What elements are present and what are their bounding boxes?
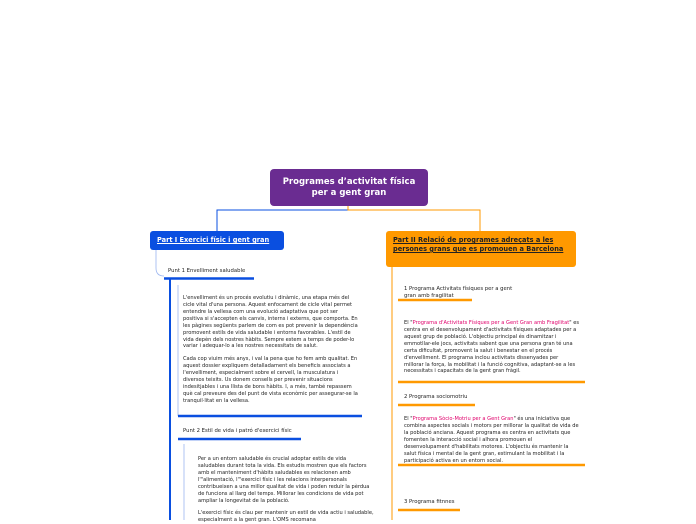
note-estil-de-vida-para-2: L'exercici físic és clau per mantenir un estil de vida actiu i saludable, especialment a la gent gran. L'OMS recomana (198, 510, 374, 524)
central-topic[interactable] (270, 169, 428, 206)
note-activitats-fragilitat-post: " es centra en el desenvolupament d'activitats físiques adaptades per a aquest grup de població. L'objectiu principal és dinamitzar i emmotllar-ele jocs, activitats sabent que una persona gran té una certa dificultat, promovent la salut i benestar en el procés d'envelliment. El programa inclou activitats dissenyades per millorar la força, la mobilitat i la funció cognitiva, adaptant-se a les necessitats i capacitats de la gent gran fràgil. (404, 320, 579, 375)
note-activitats-fragilitat-text (404, 320, 579, 375)
subtopic-estil-de-vida-label: Punt 2 Estil de vida i patró d'exercici físic (183, 428, 292, 434)
note-sociomotriu-highlight: Programa Sòcio-Motriu per a Gent Gran (412, 416, 514, 422)
main-topic-programes-barcelona-title: Part II Relació de programes adreçats a les persones grans que es promouen a Barcelona (393, 236, 564, 253)
note-sociomotriu[interactable] (404, 416, 579, 464)
main-topic-exercici-fisic-title: Part I Exercici físic i gent gran (157, 236, 270, 244)
subtopic-envelliment-saludable-label: Punt 1 Envelliment saludable (168, 268, 246, 274)
note-estil-de-vida[interactable] (198, 456, 374, 524)
note-envelliment-para-2: Cada cop viuim més anys, i val la pena que ho fem amb qualitat. En aquest dossier expliquem detalladament els beneficis associats a l'envelliment, especialment sobre el cervell, la musculatura i diversos teixits. Us donem consells per prevenir situacions indesitjables i una llista de bons hàbits. I, a més, també repassem què cal preveure des del punt de vista econòmic per assegurar-se la tranquil·litat en la vellesa. (183, 356, 358, 404)
subtopic-estil-de-vida[interactable] (183, 428, 323, 435)
note-estil-de-vida-para-1: Per a un entorn saludable és crucial adoptar estils de vida saludables durant tota la vida. Els estudis mostren que els factors amb el manteniment d'hàbits saludables es relacionen amb l'"alimentació, l'"exercici físic i les relacions interpersonals contribueixen a una millor qualitat de vida i poden reduir la pèrdua de funcions al llarg del temps. Millorar les condicions de vida pot ampliar la longevitat de la població. (198, 456, 370, 504)
subtopic-fitnnes[interactable] (404, 499, 484, 506)
note-activitats-fragilitat[interactable] (404, 320, 579, 375)
note-envelliment[interactable] (183, 295, 359, 405)
subtopic-envelliment-saludable[interactable] (168, 268, 268, 275)
subtopic-activitats-fragilitat[interactable] (404, 286, 526, 300)
subtopic-fitnnes-label: 3 Programa fitnnes (404, 499, 455, 505)
note-sociomotriu-text (404, 416, 579, 464)
note-envelliment-para-1: L'envelliment és un procés evolutiu i dinàmic, una etapa més del cicle vital d'una persona. Aquest enfocament de cicle vital permet entendre la vellesa com una evolució adaptativa que pot ser positiva si s'accepten els canvis, interns i externs, que comporta. En les pàgines següents parlem de com es pot prevenir la dependència promovent estils de vida saludable i entorns favorables. L'estil de vida depèn dels nostres hàbits. Sempre estem a temps de poder-lo variar i adequar-lo a les nostres necessitats de salut. (183, 295, 358, 350)
note-sociomotriu-post: " és una iniciativa que combina aspectes socials i motors per millorar la qualitat de vida de la població anciana. Aquest programa es centra en activitats que fomenten la interacció social i alhora promouen el desenvolupament d'habilitats motores. L'objectiu és mantenir la salut física i mental de la gent gran, estimulant la mobilitat i la participació activa en un entorn social. (404, 416, 579, 464)
note-activitats-fragilitat-highlight: Programa d'Activitats Físiques per a Gent Gran amb Fragilitat (412, 320, 570, 326)
main-topic-exercici-fisic[interactable] (150, 231, 284, 250)
subtopic-sociomotriu[interactable] (404, 394, 494, 401)
subtopic-activitats-fragilitat-label: 1 Programa Activitats físiques per a gent gran amb fragilitat (404, 286, 513, 299)
subtopic-sociomotriu-label: 2 Programa sociomotriu (404, 394, 468, 400)
main-topic-programes-barcelona[interactable] (386, 231, 576, 267)
note-sociomotriu-pre: El " (404, 416, 413, 422)
note-activitats-fragilitat-pre: El " (404, 320, 413, 326)
central-topic-title: Programes d’activitat física per a gent gran (282, 176, 416, 198)
